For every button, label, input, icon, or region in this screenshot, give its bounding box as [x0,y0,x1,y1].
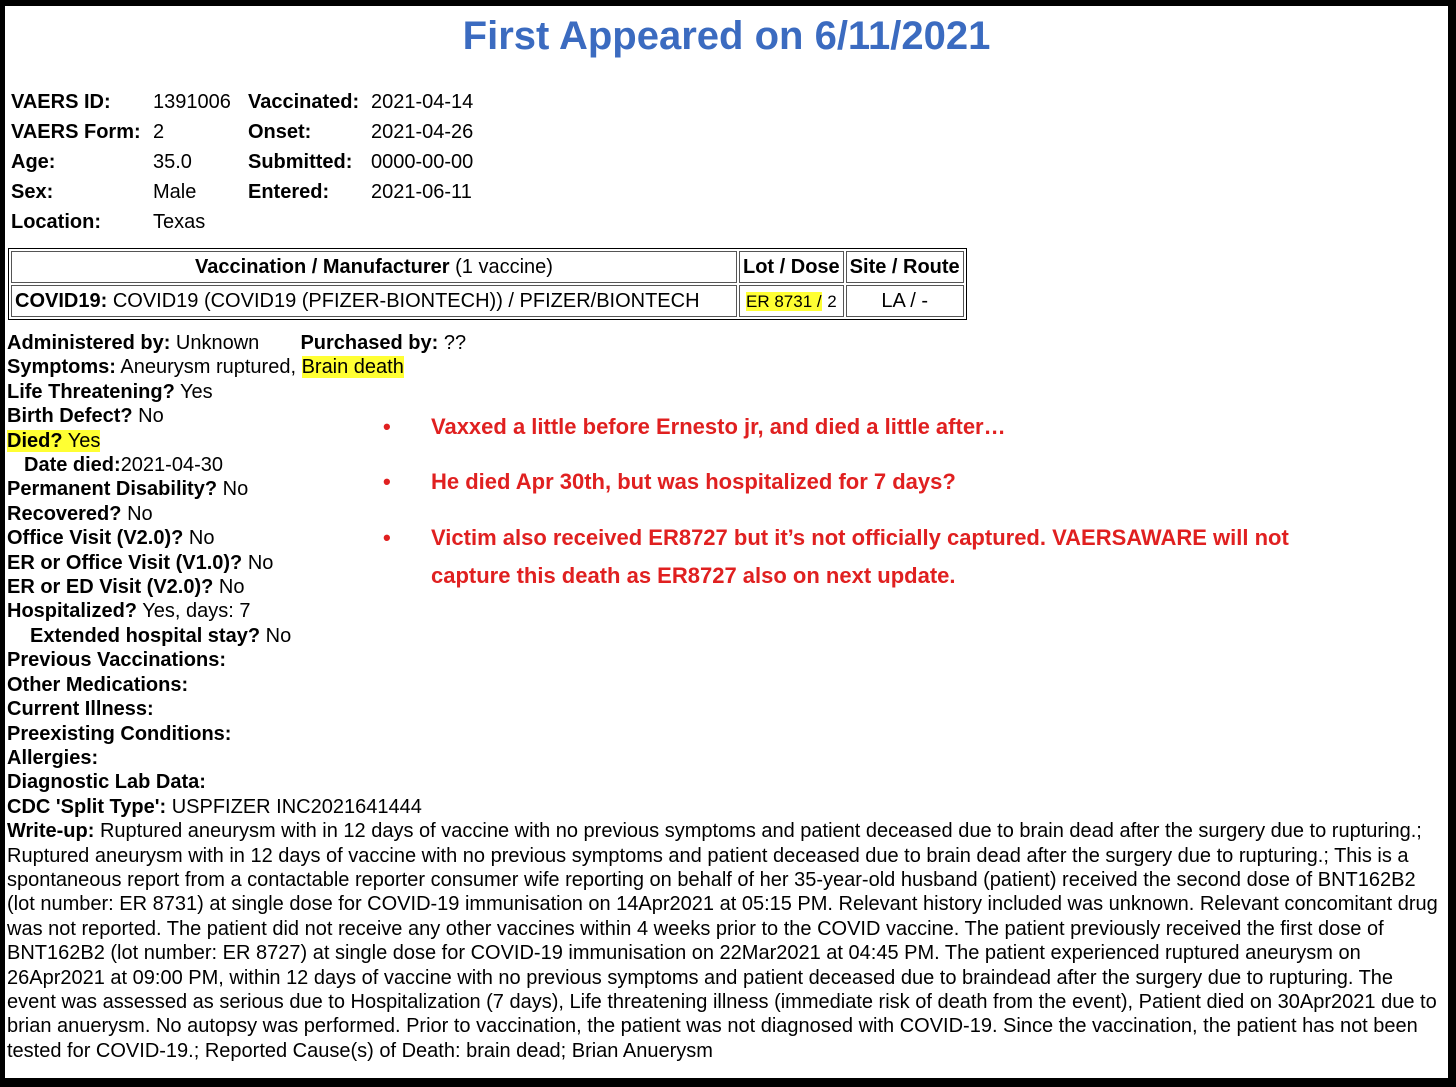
onset-value: 2021-04-26 [371,121,474,143]
summary-right-values [371,87,473,207]
vaccine-type: COVID19: [15,289,108,312]
previous-vaccinations-row [7,648,1445,672]
vaers-id-label: VAERS ID: [11,91,111,113]
vaccination-header-label: Vaccination / Manufacturer [195,255,450,278]
allergies-label: Allergies: [7,746,99,769]
administered-label: Administered by: [7,332,171,354]
permanent-disability-value: No [222,478,249,501]
vaccination-table-header [11,251,964,283]
life-threatening-value: Yes [180,380,213,403]
symptoms-row [7,355,1445,379]
allergies-row [7,746,1445,770]
date-died-value: 2021-04-30 [120,454,223,477]
extended-stay-row [7,624,1445,648]
vaers-form-label: VAERS Form: [11,121,141,143]
vaccination-table [8,248,967,320]
summary-left-values [153,87,231,237]
other-medications-row [7,673,1445,697]
recovered-label: Recovered? [7,502,122,525]
writeup-text: Ruptured aneurysm with in 12 days of vaccine with no previous symptoms and patient deceased due to brain dead after the surgery due to rupturing.; Ruptured aneurysm with in 12 days of vaccine with no previous symptoms and patient deceased due to brain dead after the surgery due to rupturing.; This is a spontaneous report from a contactable reporter consumer wife reporting on behalf of her 35-year-old husband (patient) received the second dose of BNT162B2 (lot number: ER 8731) at single dose for COVID-19 immunisation on 14Apr2021 at 05:15 PM. Relevant history included was unknown. Relevant concomitant drug was not reported. The patient did not receive any other vaccines within 4 weeks prior to the COVID vaccine. The patient previously received the first dose of BNT162B2 (lot number: ER 8727) at single dose for COVID-19 immunisation on 22Mar2021 at 04:45 PM. The patient experienced ruptured aneurysm on 26Apr2021 at 09:00 PM, within 12 days of vaccine with no previous symptoms and patient deceased due to braindead after the surgery due to rupturing. The event was assessed as serious due to Hospitalization (7 days), Life threatening illness (immediate risk of death from the event), Patient died on 30Apr2021 due to brian anuerysm. No autopsy was performed. Prior to vaccination, the patient was not diagnosed with COVID-19. Since the vaccination, the patient has not been tested for COVID-19.; Reported Cause(s) of Death: brain dead; Brian Anuerysm [7,820,1438,1062]
administered-value: Unknown [175,332,260,354]
hospitalized-row [7,599,1445,623]
entered-value: 2021-06-11 [371,181,472,203]
age-label: Age: [11,151,56,173]
current-illness-row [7,697,1445,721]
preexisting-conditions-row [7,722,1445,746]
recovered-value: No [127,502,153,525]
vaccine-count: (1 vaccine) [455,255,553,278]
bullet-icon: • [383,469,391,494]
birth-defect-value: No [138,405,164,428]
extended-stay-label: Extended hospital stay? [30,624,261,647]
purchased-label: Purchased by: [300,332,439,354]
split-type-value: USPFIZER INC2021641444 [171,795,422,818]
symptoms-label: Symptoms: [7,356,116,379]
vaers-id-value: 1391006 [153,91,231,113]
writeup-label: Write-up: [7,820,95,843]
note-text: Victim also received ER8727 but it’s not officially captured. VAERSAWARE will not capture this death as ER8727 also on next update. [431,525,1289,588]
lot-dose-header: Lot / Dose [739,251,844,283]
died-value: Yes [67,429,101,452]
submitted-label: Submitted: [248,151,353,173]
er-office-visit-value: No [247,551,274,574]
permanent-disability-label: Permanent Disability? [7,478,218,501]
er-office-visit-label: ER or Office Visit (V1.0)? [7,551,243,574]
site-route-header: Site / Route [846,251,964,283]
lot-number: ER 8731 / [746,291,822,311]
site-route-cell: LA / - [846,285,964,317]
submitted-value: 0000-00-00 [371,151,474,173]
summary-right-labels [248,87,359,207]
died-label: Died? [7,429,63,452]
vaccine-manufacturer: COVID19 (COVID19 (PFIZER-BIONTECH)) / PFIZER/BIONTECH [112,289,700,312]
vaccinated-value: 2021-04-14 [371,91,474,113]
page-title: First Appeared on 6/11/2021 [462,14,991,58]
note-item [383,519,1371,595]
vaers-form-value: 2 [153,121,165,143]
writeup-row [7,819,1445,1063]
entered-label: Entered: [248,181,330,203]
office-visit-value: No [188,527,215,550]
onset-label: Onset: [248,121,312,143]
location-label: Location: [11,211,101,233]
purchased-value: ?? [443,332,467,354]
symptoms-value: Aneurysm ruptured, [120,356,296,379]
lot-dose-cell [739,285,844,317]
split-type-label: CDC 'Split Type': [7,795,167,818]
summary-left-labels [11,87,141,237]
bullet-icon: • [383,525,391,550]
table-row [11,285,964,317]
note-item [383,408,1006,446]
bullet-icon: • [383,414,391,439]
note-item [383,463,956,501]
birth-defect-label: Birth Defect? [7,405,133,428]
note-text: He died Apr 30th, but was hospitalized for 7 days? [431,469,956,494]
er-ed-visit-label: ER or ED Visit (V2.0)? [7,576,214,599]
administered-row [7,331,1445,355]
hospitalized-value: Yes, days: 7 [142,600,251,623]
extended-stay-value: No [265,624,292,647]
location-value: Texas [153,211,206,233]
life-threatening-label: Life Threatening? [7,380,175,403]
diagnostic-lab-row [7,770,1445,794]
er-ed-visit-value: No [218,576,245,599]
office-visit-label: Office Visit (V2.0)? [7,527,184,550]
diagnostic-lab-label: Diagnostic Lab Data: [7,771,206,794]
sex-value: Male [153,181,197,203]
life-threatening-row [7,380,1445,404]
dose-number: 2 [827,291,837,311]
hospitalized-label: Hospitalized? [7,600,138,623]
note-text: Vaxxed a little before Ernesto jr, and died a little after… [431,414,1006,439]
vaccinated-label: Vaccinated: [248,91,360,113]
sex-label: Sex: [11,181,54,203]
previous-vaccinations-label: Previous Vaccinations: [7,649,226,672]
current-illness-label: Current Illness: [7,698,154,721]
report-page [5,6,1448,1078]
died-highlight [7,430,100,452]
preexisting-conditions-label: Preexisting Conditions: [7,722,232,745]
other-medications-label: Other Medications: [7,673,189,696]
symptom-highlight: Brain death [301,356,404,379]
vaccine-cell [11,285,737,317]
split-type-row [7,795,1445,819]
vaccination-manufacturer-header [11,251,737,283]
age-value: 35.0 [153,151,192,173]
date-died-label: Date died: [24,454,121,477]
